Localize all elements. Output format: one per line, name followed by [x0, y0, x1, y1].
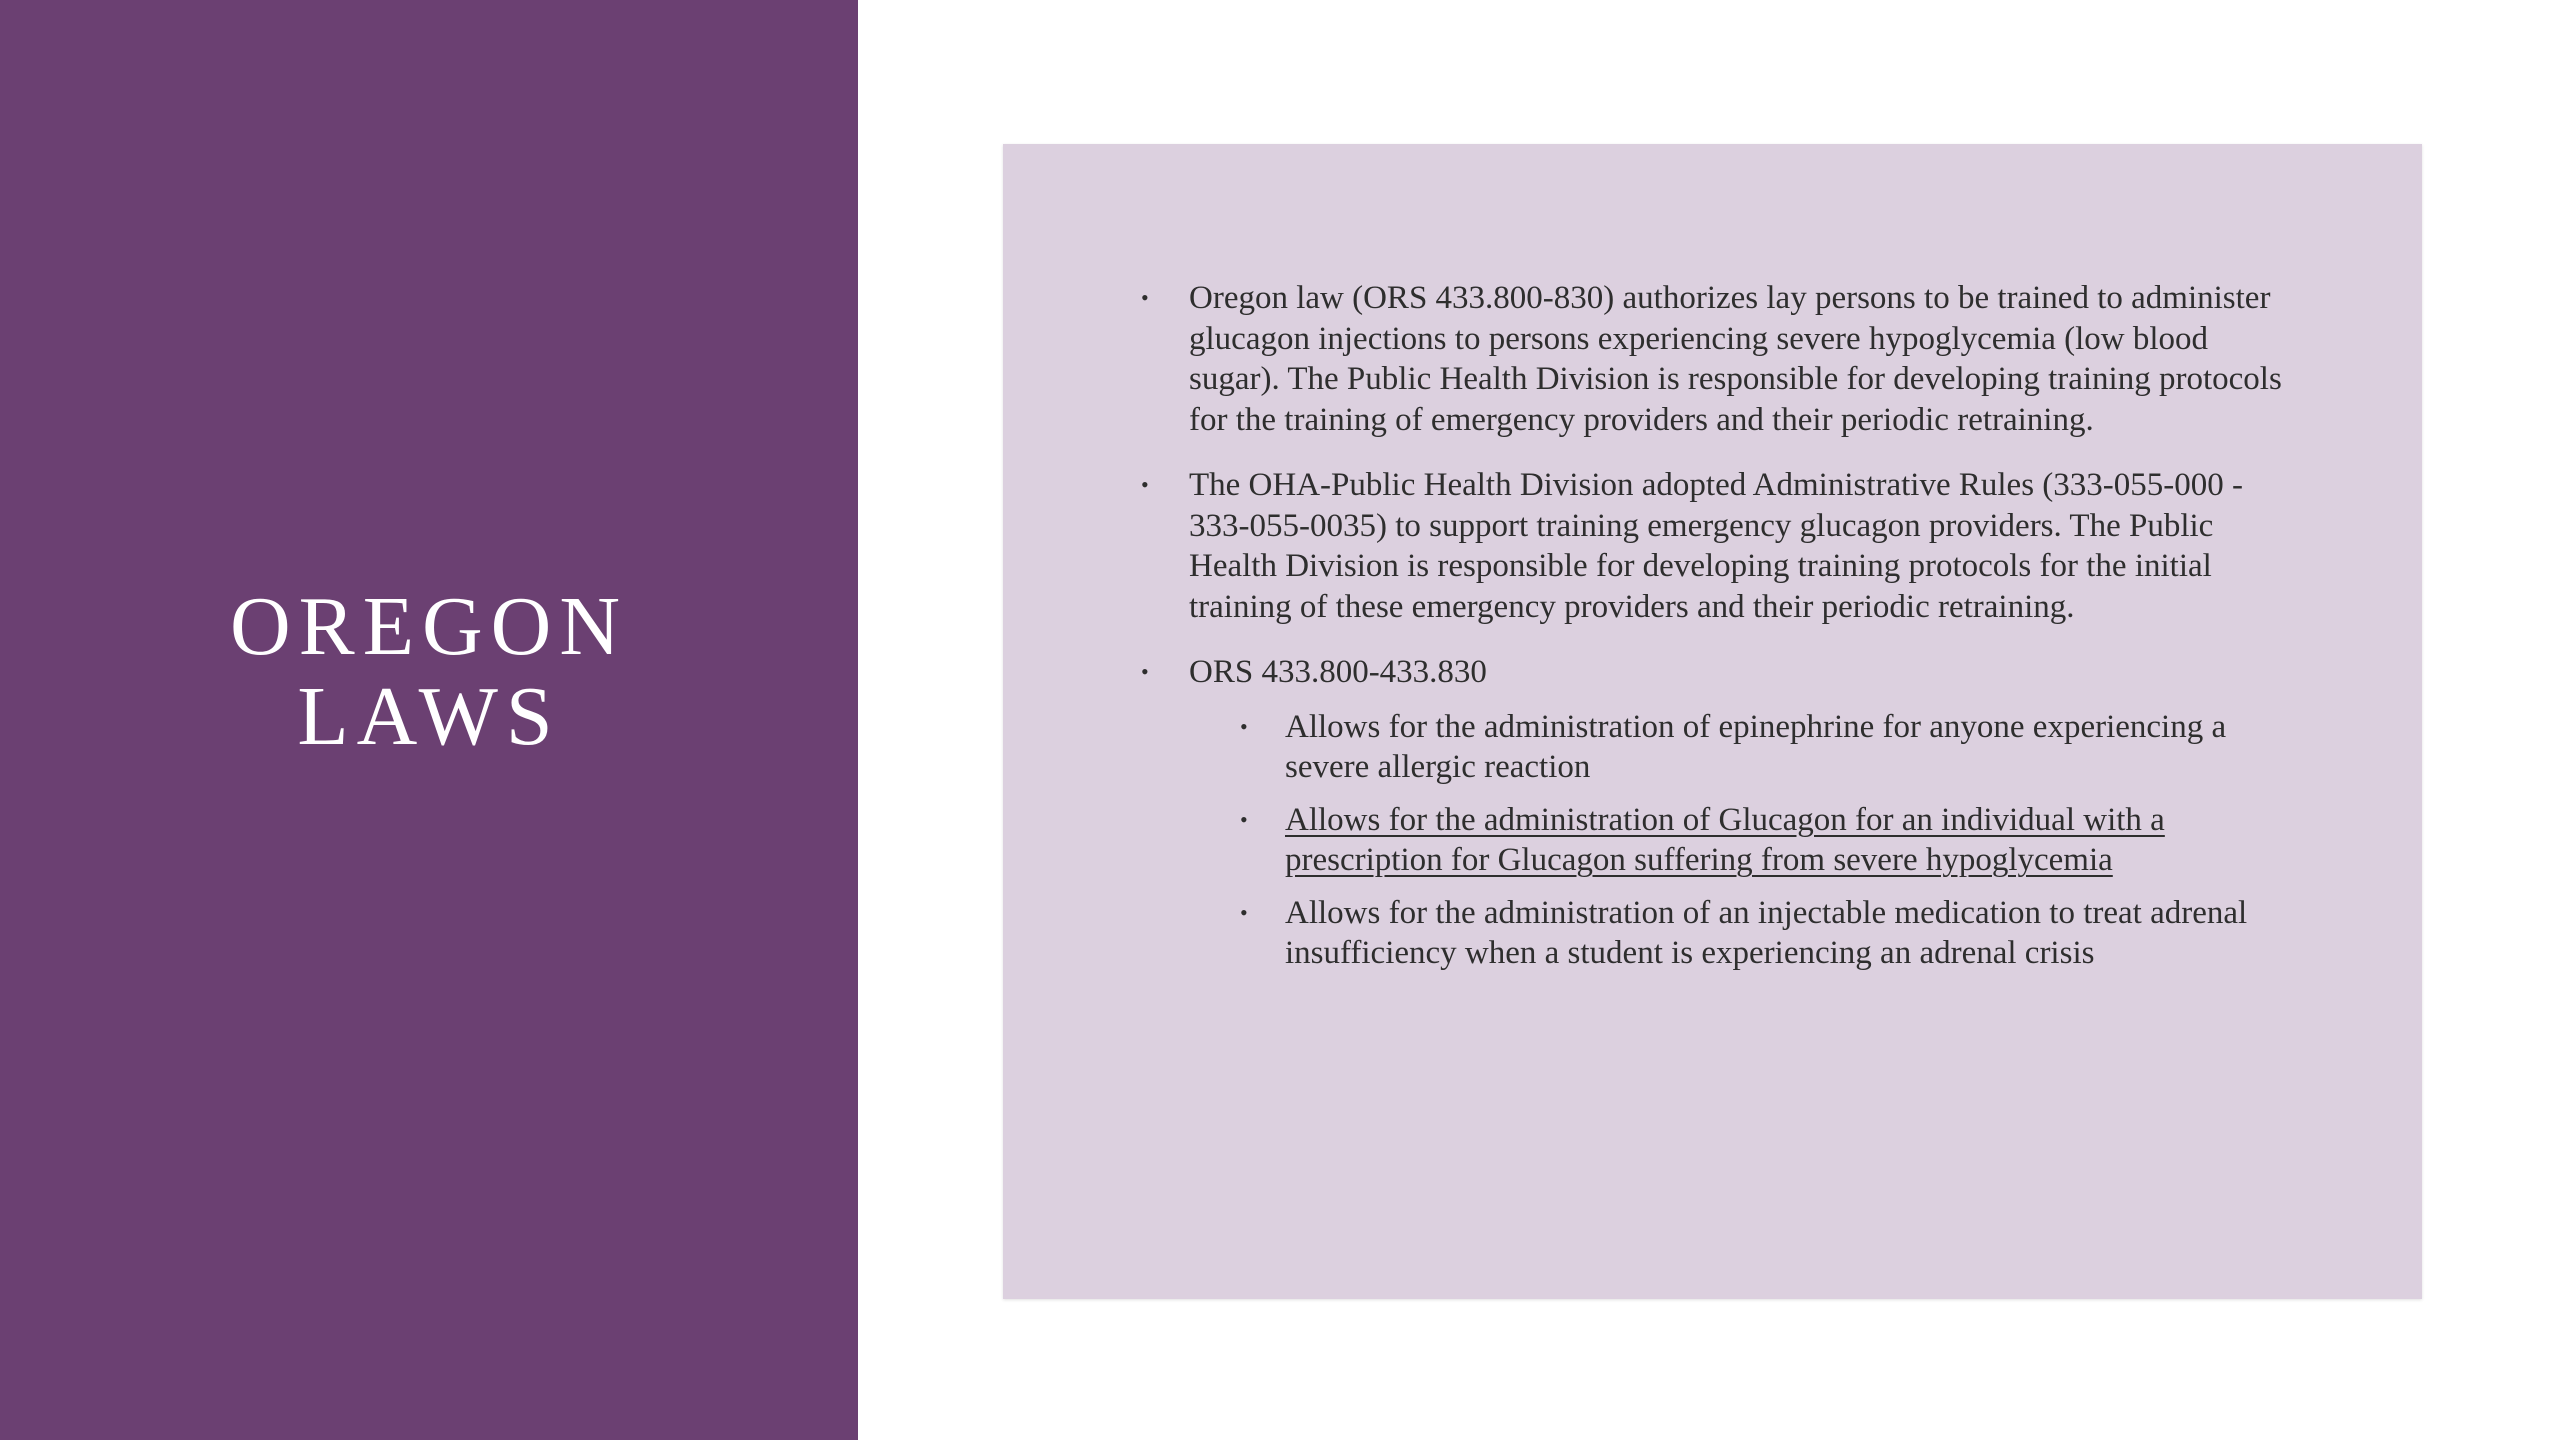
content-box: [1003, 144, 2422, 1299]
sub-bullet-item: [1240, 893, 2285, 974]
bullet-dot-icon: •: [1141, 285, 1149, 310]
title-panel: [0, 0, 858, 1440]
bullet-dot-icon: •: [1141, 472, 1149, 497]
sub-bullet-list: [1240, 707, 2285, 974]
bullet-list: [1141, 278, 2296, 999]
sub-bullet-text: Allows for the administration of epinephrine for anyone experiencing a severe allergic reaction: [1285, 708, 2227, 785]
sub-bullet-item: [1240, 800, 2285, 881]
bullet-item: [1141, 278, 2296, 440]
sub-bullet-text: Allows for the administration of an injectable medication to treat adrenal insufficiency when a student is experiencing an adrenal crisis: [1285, 894, 2248, 971]
sub-bullet-dot-icon: •: [1240, 899, 1248, 925]
slide-title-line-1: OREGON: [230, 580, 628, 673]
sub-bullet-item: [1240, 707, 2285, 788]
bullet-item: [1141, 465, 2296, 627]
bullet-dot-icon: •: [1141, 659, 1149, 684]
sub-bullet-dot-icon: •: [1240, 713, 1248, 739]
sub-bullet-dot-icon: •: [1240, 806, 1248, 832]
slide-title: [0, 582, 858, 762]
bullet-text: ORS 433.800-433.830: [1189, 654, 1487, 690]
slide-title-line-2: LAWS: [297, 670, 561, 763]
bullet-item: [1141, 652, 2296, 974]
bullet-text: The OHA-Public Health Division adopted Administrative Rules (333-055-000 - 333-055-0035) to support training emergency glucagon providers. The Public Health Division is responsible for developing training protocols for the initial training of these emergency providers and their periodic retraining.: [1189, 467, 2244, 625]
bullet-text: Oregon law (ORS 433.800-830) authorizes lay persons to be trained to administer glucagon injections to persons experiencing severe hypoglycemia (low blood sugar). The Public Health Division is responsible for developing training protocols for the training of emergency providers and their periodic retraining.: [1189, 280, 2282, 438]
sub-bullet-text-underlined: Allows for the administration of Glucagon for an individual with a prescription for Glucagon suffering from severe hypoglycemia: [1285, 801, 2165, 878]
